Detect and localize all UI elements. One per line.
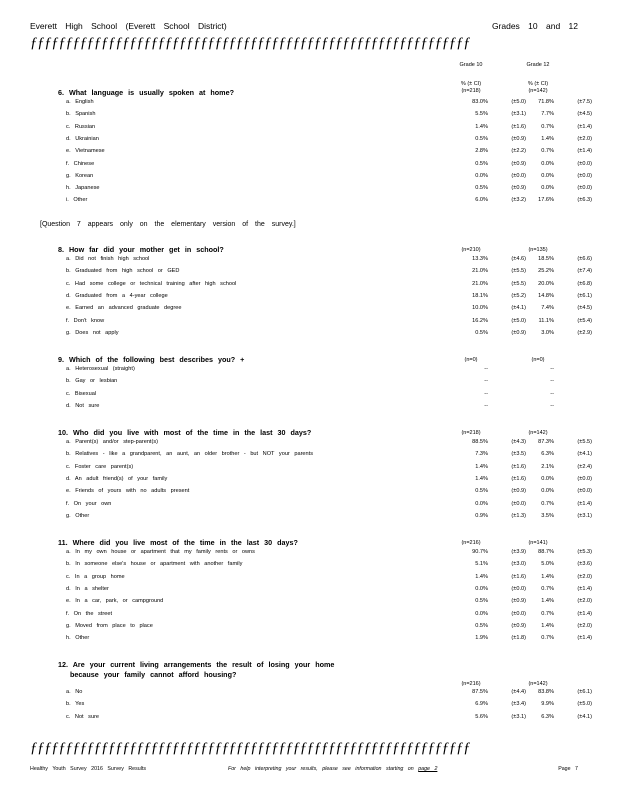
answer-label: a. Did not finish high school bbox=[66, 256, 150, 262]
answer-label: e. In a car, park, or campground bbox=[66, 598, 164, 605]
grade12-ci: (±2.0) bbox=[577, 135, 592, 142]
answer-label: d. Ukrainian bbox=[66, 135, 99, 142]
answer-row bbox=[66, 147, 592, 156]
answer-label: c. Russian bbox=[66, 123, 96, 130]
sample-size-n10: (n=216) bbox=[461, 540, 481, 546]
grade10-ci: (±0.9) bbox=[511, 160, 526, 167]
answer-row bbox=[66, 402, 566, 411]
grade12-ci: (±3.6) bbox=[577, 561, 592, 568]
question-title: 8. How far did your mother get in school? bbox=[58, 245, 224, 254]
grade12-ci: (±1.4) bbox=[577, 585, 592, 592]
grade12-percent: 0.7% bbox=[541, 148, 554, 155]
grade12-ci: (±2.0) bbox=[577, 598, 592, 605]
grade10-percent: 21.0% bbox=[472, 280, 488, 287]
grade10-percent: 0.5% bbox=[475, 598, 488, 605]
grade10-percent: 18.1% bbox=[472, 292, 488, 299]
grade12-ci: (±1.4) bbox=[577, 610, 592, 617]
grade10-percent: 1.4% bbox=[475, 573, 488, 580]
grade12-ci: (±2.0) bbox=[577, 573, 592, 580]
grade10-percent: 5.5% bbox=[475, 111, 488, 118]
grade12-ci: (±6.6) bbox=[577, 256, 592, 262]
grade10-ci: (±1.6) bbox=[511, 463, 526, 470]
sample-size-n10: (n=216) bbox=[461, 681, 481, 687]
grade10-heading: Grade 10 bbox=[459, 62, 483, 68]
grade10-percent: -- bbox=[484, 378, 488, 385]
school-title: Everett High School (Everett School District) bbox=[30, 21, 227, 31]
answer-label: i. Other bbox=[66, 197, 88, 204]
grade10-percent: 0.5% bbox=[475, 135, 488, 142]
grade12-percent: -- bbox=[550, 390, 554, 397]
answer-row bbox=[66, 160, 592, 169]
answer-label: f. Chinese bbox=[66, 160, 95, 167]
grade10-pct-heading: % (± CI) bbox=[460, 81, 482, 87]
grade10-percent: 87.5% bbox=[472, 689, 488, 695]
grade12-ci: (±2.0) bbox=[577, 622, 592, 629]
grade10-ci: (±2.2) bbox=[511, 148, 526, 155]
grade12-percent: 87.3% bbox=[538, 439, 554, 445]
grade10-percent: 6.0% bbox=[475, 197, 488, 204]
grade10-ci: (±0.9) bbox=[511, 135, 526, 142]
grade12-percent: 88.7% bbox=[538, 549, 554, 555]
answer-label: b. Graduated from high school or GED bbox=[66, 268, 180, 275]
grade12-percent: 83.8% bbox=[538, 689, 554, 695]
grade12-percent: 0.7% bbox=[541, 585, 554, 592]
grade12-percent: 0.0% bbox=[541, 172, 554, 179]
answer-label: g. Does not apply bbox=[66, 329, 119, 336]
answer-label: c. Bisexual bbox=[66, 390, 97, 397]
grade12-ci: (±6.8) bbox=[577, 280, 592, 287]
grade10-percent: 10.0% bbox=[472, 305, 488, 312]
grade12-percent: 0.0% bbox=[541, 475, 554, 482]
answer-label: h. Japanese bbox=[66, 185, 100, 192]
grade12-percent: 7.4% bbox=[541, 305, 554, 312]
grade12-ci: (±0.0) bbox=[577, 488, 592, 495]
grade10-ci: (±4.3) bbox=[511, 439, 526, 445]
grade10-percent: 5.1% bbox=[475, 561, 488, 568]
answer-row bbox=[66, 292, 592, 301]
grade12-ci: (±6.3) bbox=[577, 197, 592, 204]
answer-label: c. Had some college or technical training after high school bbox=[66, 280, 237, 287]
answer-label: h. Other bbox=[66, 635, 90, 642]
sample-size-n10: (n=0) bbox=[464, 357, 478, 363]
grade12-ci: (±4.1) bbox=[577, 713, 592, 720]
answer-row bbox=[66, 317, 592, 326]
grade10-percent: 5.6% bbox=[475, 713, 488, 720]
grade12-percent: 17.6% bbox=[538, 197, 554, 204]
grade12-ci: (±3.1) bbox=[577, 512, 592, 519]
grade12-ci: (±1.4) bbox=[577, 123, 592, 130]
answer-row bbox=[66, 560, 592, 569]
grade10-ci: (±3.1) bbox=[511, 713, 526, 720]
footer-page-link[interactable]: page 2 bbox=[418, 766, 438, 772]
grade12-ci: (±0.0) bbox=[577, 185, 592, 192]
answer-row bbox=[66, 463, 592, 472]
sample-size-n12: (n=135) bbox=[528, 247, 548, 253]
grade10-ci: (±3.0) bbox=[511, 561, 526, 568]
answer-row bbox=[66, 172, 592, 181]
grade12-n-heading: (n=142) bbox=[528, 88, 548, 94]
answer-row bbox=[66, 184, 592, 193]
grade12-percent: 0.7% bbox=[541, 635, 554, 642]
grade10-ci: (±5.2) bbox=[511, 292, 526, 299]
answer-label: g. Moved from place to place bbox=[66, 622, 153, 629]
answer-label: a. Parent(s) and/or step-parent(s) bbox=[66, 439, 159, 445]
answer-row bbox=[66, 110, 592, 119]
grade10-percent: 1.9% bbox=[475, 635, 488, 642]
grade12-percent: 2.1% bbox=[541, 463, 554, 470]
grade12-percent: 14.8% bbox=[538, 292, 554, 299]
grade12-ci: (±1.4) bbox=[577, 148, 592, 155]
grade10-ci: (±0.0) bbox=[511, 585, 526, 592]
grade12-ci: (±7.4) bbox=[577, 268, 592, 275]
grade10-ci: (±0.0) bbox=[511, 610, 526, 617]
grade10-percent: 0.0% bbox=[475, 172, 488, 179]
grade10-percent: 83.0% bbox=[472, 99, 488, 105]
grade12-percent: 9.9% bbox=[541, 701, 554, 708]
grade12-percent: 18.5% bbox=[538, 256, 554, 262]
grade12-percent: 11.1% bbox=[538, 317, 554, 324]
grade12-percent: -- bbox=[550, 366, 554, 372]
sample-size-n12: (n=142) bbox=[528, 681, 548, 687]
page-header bbox=[30, 21, 578, 31]
grade12-ci: (±6.1) bbox=[577, 689, 592, 695]
grade10-ci: (±5.5) bbox=[511, 280, 526, 287]
page-number: Page 7 bbox=[558, 766, 578, 772]
grade12-percent: 71.8% bbox=[538, 99, 554, 105]
grade10-percent: -- bbox=[484, 366, 488, 372]
sample-size-n10: (n=210) bbox=[461, 247, 481, 253]
answer-label: a. Heterosexual (straight) bbox=[66, 366, 135, 372]
answer-row bbox=[66, 196, 592, 205]
grade12-percent: 5.0% bbox=[541, 561, 554, 568]
answer-label: e. Earned an advanced graduate degree bbox=[66, 305, 182, 312]
grade10-ci: (±4.6) bbox=[511, 256, 526, 262]
question-title: 6. What language is usually spoken at home? bbox=[58, 88, 234, 97]
answer-label: c. Not sure bbox=[66, 713, 100, 720]
grade10-ci: (±1.6) bbox=[511, 123, 526, 130]
grade12-ci: (±5.3) bbox=[577, 549, 592, 555]
sample-size-n12: (n=141) bbox=[528, 540, 548, 546]
answer-row bbox=[66, 688, 592, 697]
grade12-ci: (±4.5) bbox=[577, 305, 592, 312]
answer-row bbox=[66, 585, 592, 594]
sample-size-n12: (n=0) bbox=[531, 357, 545, 363]
footer-help-text: For help interpreting your results, please see information starting on page 2 bbox=[228, 766, 438, 772]
grade12-ci: (±2.4) bbox=[577, 463, 592, 470]
answer-label: e. Vietnamese bbox=[66, 148, 105, 155]
answer-row bbox=[66, 512, 592, 521]
grade12-ci: (±0.0) bbox=[577, 172, 592, 179]
grade10-ci: (±0.9) bbox=[511, 185, 526, 192]
grade10-ci: (±0.9) bbox=[511, 598, 526, 605]
answer-row bbox=[66, 255, 592, 264]
question-title: 9. Which of the following best describes you? + bbox=[58, 355, 245, 364]
grade12-ci: (±2.9) bbox=[577, 329, 592, 336]
grade10-percent: 90.7% bbox=[472, 549, 488, 555]
grade12-pct-heading: % (± CI) bbox=[527, 81, 549, 87]
grade12-percent: 25.2% bbox=[538, 268, 554, 275]
answer-row bbox=[66, 548, 592, 557]
grade12-ci: (±4.5) bbox=[577, 111, 592, 118]
answer-label: g. Korean bbox=[66, 172, 94, 179]
grade10-ci: (±4.4) bbox=[511, 689, 526, 695]
grade10-ci: (±0.0) bbox=[511, 172, 526, 179]
answer-label: d. Graduated from a 4-year college bbox=[66, 292, 168, 299]
grade12-percent: 0.7% bbox=[541, 500, 554, 507]
grade10-ci: (±0.9) bbox=[511, 622, 526, 629]
answer-row bbox=[66, 365, 566, 374]
answer-row bbox=[66, 135, 592, 144]
grade12-percent: 20.0% bbox=[538, 280, 554, 287]
grades-label: Grades 10 and 12 bbox=[491, 21, 578, 31]
answer-label: e. Friends of yours with no adults present bbox=[66, 488, 190, 495]
question7-note: [Question 7 appears only on the elementary version of the survey.] bbox=[40, 221, 296, 228]
answer-row bbox=[66, 123, 592, 132]
answer-label: g. Other bbox=[66, 512, 90, 519]
grade12-percent: 7.7% bbox=[541, 111, 554, 118]
answer-label: b. Spanish bbox=[66, 111, 96, 118]
grade10-percent: 0.5% bbox=[475, 185, 488, 192]
answer-label: b. In someone else's house or apartment with another family bbox=[66, 561, 243, 568]
answer-row bbox=[66, 267, 592, 276]
answer-label: d. Not sure bbox=[66, 402, 100, 409]
grade12-ci: (±6.1) bbox=[577, 292, 592, 299]
answer-label: a. In my own house or apartment that my family rents or owns bbox=[66, 549, 255, 555]
answer-row bbox=[66, 304, 592, 313]
grade10-ci: (±3.5) bbox=[511, 451, 526, 458]
grade10-percent: 13.3% bbox=[472, 256, 488, 262]
answer-label: f. Don't know bbox=[66, 317, 105, 324]
answer-row bbox=[66, 634, 592, 643]
grade12-percent: 0.0% bbox=[541, 488, 554, 495]
grade12-percent: 3.5% bbox=[541, 512, 554, 519]
grade12-percent: 0.0% bbox=[541, 160, 554, 167]
answer-row bbox=[66, 390, 566, 399]
grade10-percent: 0.5% bbox=[475, 488, 488, 495]
answer-row bbox=[66, 377, 566, 386]
question-title-continued: because your family cannot afford housing? bbox=[70, 670, 237, 679]
answer-row bbox=[66, 622, 592, 631]
question-title: 11. Where did you live most of the time in the last 30 days? bbox=[58, 538, 298, 547]
answer-row bbox=[66, 487, 592, 496]
grade10-ci: (±0.9) bbox=[511, 488, 526, 495]
answer-label: a. English bbox=[66, 99, 94, 105]
answer-label: f. On the street bbox=[66, 610, 112, 617]
grade12-ci: (±4.1) bbox=[577, 451, 592, 458]
grade12-percent: 1.4% bbox=[541, 135, 554, 142]
sample-size-n12: (n=142) bbox=[528, 430, 548, 436]
answer-label: b. Gay or lesbian bbox=[66, 378, 118, 385]
answer-row bbox=[66, 500, 592, 509]
grade12-percent: 0.0% bbox=[541, 185, 554, 192]
grade12-ci: (±7.5) bbox=[577, 99, 592, 105]
answer-label: d. In a shelter bbox=[66, 585, 109, 592]
grade10-percent: 7.3% bbox=[475, 451, 488, 458]
answer-label: c. Foster care parent(s) bbox=[66, 463, 134, 470]
footer-survey-name: Healthy Youth Survey 2016 Survey Results bbox=[30, 766, 146, 772]
grade12-ci: (±5.0) bbox=[577, 701, 592, 708]
answer-row bbox=[66, 573, 592, 582]
grade10-ci: (±0.9) bbox=[511, 329, 526, 336]
grade10-percent: -- bbox=[484, 390, 488, 397]
sample-size-n10: (n=218) bbox=[461, 430, 481, 436]
answer-row bbox=[66, 475, 592, 484]
grade10-percent: 0.5% bbox=[475, 622, 488, 629]
grade12-percent: -- bbox=[550, 402, 554, 409]
answer-row bbox=[66, 597, 592, 606]
grade12-percent: -- bbox=[550, 378, 554, 385]
answer-row bbox=[66, 329, 592, 338]
answer-label: b. Yes bbox=[66, 701, 85, 708]
answer-row bbox=[66, 610, 592, 619]
grade10-percent: 2.8% bbox=[475, 148, 488, 155]
grade12-heading: Grade 12 bbox=[526, 62, 550, 68]
grade12-percent: 0.7% bbox=[541, 610, 554, 617]
decorative-rule-top: ƒƒƒƒƒƒƒƒƒƒƒƒƒƒƒƒƒƒƒƒƒƒƒƒƒƒƒƒƒƒƒƒƒƒƒƒƒƒƒƒƒƒƒƒƒƒƒƒƒƒƒƒƒƒƒƒƒƒƒƒƒƒ bbox=[30, 36, 470, 50]
answer-label: d. An adult friend(s) of your family bbox=[66, 475, 168, 482]
question-title: 12. Are your current living arrangements the result of losing your home bbox=[58, 660, 335, 669]
grade10-ci: (±5.0) bbox=[511, 317, 526, 324]
grade12-percent: 0.7% bbox=[541, 123, 554, 130]
grade10-ci: (±3.1) bbox=[511, 111, 526, 118]
grade12-ci: (±1.4) bbox=[577, 635, 592, 642]
grade10-percent: 1.4% bbox=[475, 475, 488, 482]
answer-row bbox=[66, 713, 592, 722]
answer-row bbox=[66, 98, 592, 107]
grade10-ci: (±3.2) bbox=[511, 197, 526, 204]
grade12-percent: 6.3% bbox=[541, 451, 554, 458]
grade10-percent: 0.0% bbox=[475, 500, 488, 507]
grade10-ci: (±4.1) bbox=[511, 305, 526, 312]
answer-label: c. In a group home bbox=[66, 573, 125, 580]
answer-label: f. On your own bbox=[66, 500, 112, 507]
grade10-percent: -- bbox=[484, 402, 488, 409]
grade10-percent: 0.5% bbox=[475, 160, 488, 167]
grade10-percent: 0.0% bbox=[475, 610, 488, 617]
grade12-ci: (±0.0) bbox=[577, 160, 592, 167]
grade10-ci: (±5.0) bbox=[511, 99, 526, 105]
grade10-ci: (±3.4) bbox=[511, 701, 526, 708]
grade10-ci: (±1.8) bbox=[511, 635, 526, 642]
grade10-percent: 1.4% bbox=[475, 123, 488, 130]
answer-row bbox=[66, 280, 592, 289]
grade10-percent: 0.0% bbox=[475, 585, 488, 592]
answer-label: a. No bbox=[66, 689, 83, 695]
grade10-ci: (±5.5) bbox=[511, 268, 526, 275]
grade10-ci: (±1.3) bbox=[511, 512, 526, 519]
grade12-percent: 1.4% bbox=[541, 622, 554, 629]
grade10-percent: 88.5% bbox=[472, 439, 488, 445]
grade12-percent: 3.0% bbox=[541, 329, 554, 336]
grade10-percent: 1.4% bbox=[475, 463, 488, 470]
grade12-percent: 1.4% bbox=[541, 598, 554, 605]
answer-row bbox=[66, 438, 592, 447]
answer-row bbox=[66, 450, 592, 459]
grade10-ci: (±1.6) bbox=[511, 573, 526, 580]
grade12-percent: 1.4% bbox=[541, 573, 554, 580]
grade10-percent: 16.2% bbox=[472, 317, 488, 324]
decorative-rule-bottom: ƒƒƒƒƒƒƒƒƒƒƒƒƒƒƒƒƒƒƒƒƒƒƒƒƒƒƒƒƒƒƒƒƒƒƒƒƒƒƒƒƒƒƒƒƒƒƒƒƒƒƒƒƒƒƒƒƒƒƒƒƒƒ bbox=[30, 741, 470, 755]
grade12-ci: (±5.5) bbox=[577, 439, 592, 445]
grade10-n-heading: (n=218) bbox=[461, 88, 481, 94]
grade10-ci: (±1.6) bbox=[511, 475, 526, 482]
grade10-ci: (±0.0) bbox=[511, 500, 526, 507]
grade10-percent: 21.0% bbox=[472, 268, 488, 275]
grade12-ci: (±0.0) bbox=[577, 475, 592, 482]
grade12-ci: (±5.4) bbox=[577, 317, 592, 324]
grade12-percent: 6.3% bbox=[541, 713, 554, 720]
grade10-ci: (±3.9) bbox=[511, 549, 526, 555]
answer-label: b. Relatives - like a grandparent, an aunt, an older brother - but NOT your parents bbox=[66, 451, 314, 458]
grade10-percent: 0.5% bbox=[475, 329, 488, 336]
answer-row bbox=[66, 700, 592, 709]
grade10-percent: 0.9% bbox=[475, 512, 488, 519]
grade10-percent: 6.9% bbox=[475, 701, 488, 708]
question-title: 10. Who did you live with most of the time in the last 30 days? bbox=[58, 428, 312, 437]
grade12-ci: (±1.4) bbox=[577, 500, 592, 507]
